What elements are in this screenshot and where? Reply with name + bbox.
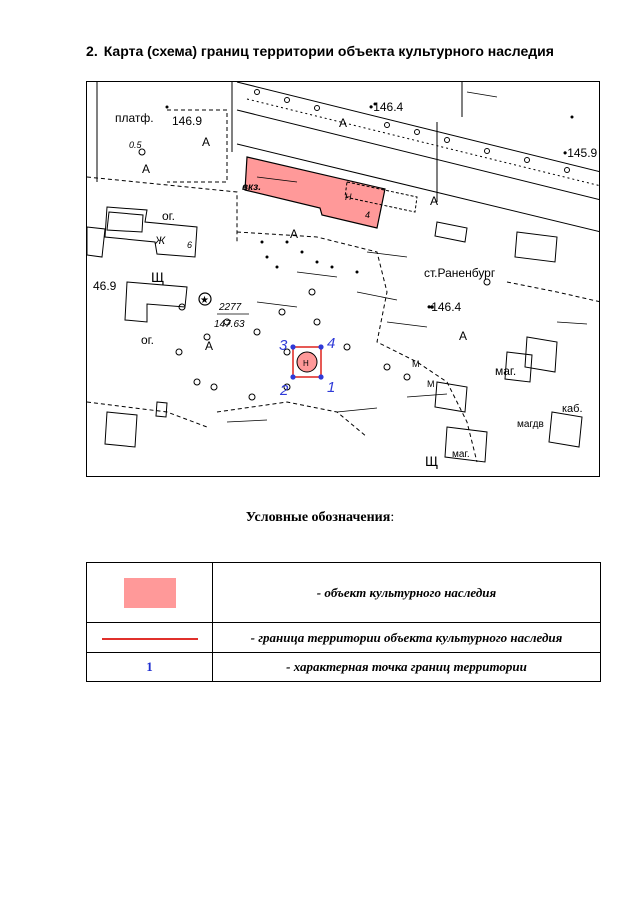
- label-h1459: •145.9: [563, 146, 598, 160]
- label-a5: A: [290, 227, 299, 241]
- page-heading: [0, 43, 640, 59]
- label-mag2: маг.: [452, 449, 470, 460]
- label-vkz: вкз.: [242, 182, 261, 193]
- label-a6: A: [459, 329, 468, 343]
- label-a1: A: [202, 135, 211, 149]
- label-zh: Ж: [155, 235, 166, 247]
- label-h1469: 146.9: [172, 114, 203, 128]
- boundary-line-symbol: [102, 638, 198, 640]
- label-mark-num: 2277: [219, 302, 242, 313]
- label-og1: ог.: [162, 209, 175, 223]
- svg-text:★: ★: [200, 295, 209, 306]
- label-platf: платф.: [115, 111, 154, 125]
- legend-row-object: [87, 563, 601, 623]
- label-station: ст.Раненбург: [424, 266, 496, 280]
- label-four: 4: [365, 210, 371, 220]
- label-platf-val: 0.5: [129, 140, 142, 150]
- heading-number: 2.: [86, 43, 98, 59]
- label-a7: A: [205, 339, 214, 353]
- point-label-1: 1: [327, 379, 336, 396]
- legend-row-boundary: [87, 623, 601, 653]
- label-h469: 46.9: [93, 279, 117, 293]
- label-m2: М: [427, 379, 435, 389]
- legend-text-point: - характерная точка границ территории: [213, 653, 601, 682]
- station-building: [245, 157, 385, 228]
- label-a2: A: [142, 162, 151, 176]
- legend-title: Условные обозначения:: [245, 510, 395, 525]
- point-label-4: 4: [327, 335, 336, 352]
- heading-text: Карта (схема) границ территории объекта культурного наследия: [103, 43, 554, 59]
- label-h-small: Н: [303, 359, 309, 368]
- point-label-2: 2: [280, 382, 289, 399]
- label-n-main: Н: [345, 192, 352, 202]
- label-a3: A: [339, 116, 348, 130]
- point-label-3: 3: [279, 337, 288, 354]
- legend-table: [86, 562, 601, 682]
- label-h1464a: •146.4: [369, 100, 404, 114]
- legend-text-boundary: - граница территории объекта культурного наследия: [213, 623, 601, 653]
- label-h1464b: •146.4: [427, 300, 462, 314]
- label-mag3: магдв: [517, 419, 544, 430]
- object-swatch: [124, 578, 176, 608]
- map-arrows: [227, 92, 587, 422]
- label-sch1: Щ: [151, 269, 165, 285]
- legend-row-point: [87, 653, 601, 682]
- label-mag1: маг.: [495, 364, 517, 378]
- label-six: 6: [187, 240, 193, 250]
- point-symbol: 1: [146, 659, 153, 674]
- label-mark-h: 147.63: [214, 319, 245, 330]
- railway-tracks: [237, 82, 600, 232]
- label-a4: A: [430, 194, 439, 208]
- legend-text-object: - объект культурного наследия: [213, 563, 601, 623]
- boundary-map: [86, 81, 600, 477]
- label-kab: каб.: [562, 403, 583, 415]
- label-og2: ог.: [141, 333, 154, 347]
- label-m1: М: [412, 359, 420, 369]
- label-sch2: Щ: [425, 453, 439, 469]
